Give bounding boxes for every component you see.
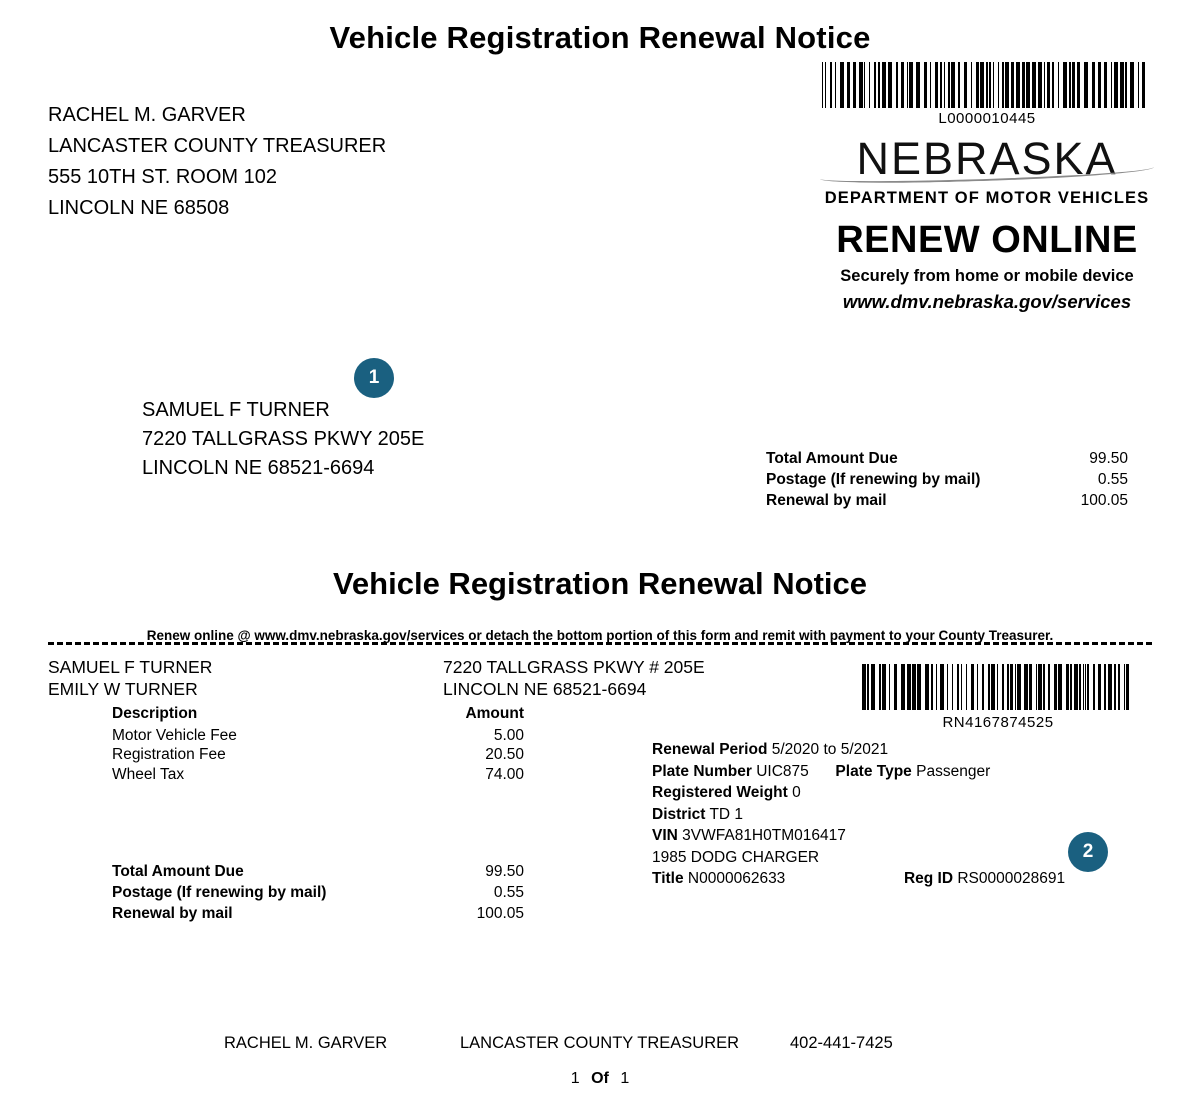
owner-name1-bottom: SAMUEL F TURNER [48, 657, 213, 677]
fees-table [112, 704, 524, 784]
treasurer-office: LANCASTER COUNTY TREASURER [48, 135, 387, 157]
district-value: TD 1 [709, 805, 744, 823]
department-label: DEPARTMENT OF MOTOR VEHICLES [824, 189, 1150, 207]
dmv-url[interactable]: www.dmv.nebraska.gov/services [842, 291, 1132, 312]
total-amount-due-value-bottom: 99.50 [485, 863, 524, 880]
renewal-period-label: Renewal Period [652, 741, 768, 758]
plate-number-label: Plate Number [652, 762, 752, 780]
renewal-by-mail-row-top [766, 490, 1128, 511]
registered-weight-value: 0 [792, 784, 801, 801]
table-row [112, 765, 524, 785]
treasurer-address-block [48, 100, 386, 224]
total-amount-due-row-top [766, 448, 1128, 469]
fee-amount: 20.50 [485, 746, 524, 763]
footer-phone: 402-441-7425 [790, 1034, 893, 1052]
postage-row-bottom [112, 882, 524, 903]
renewal-period-row [652, 740, 990, 761]
barcode-top [822, 62, 1152, 108]
title-value: N0000062633 [687, 870, 786, 887]
district-label: District [652, 805, 706, 823]
page-current: 1 [570, 1070, 580, 1087]
page-number [0, 1070, 1200, 1088]
nebraska-wordmark-text: NEBRASKA [856, 133, 1118, 184]
postage-row-top [766, 469, 1128, 490]
renewal-by-mail-label-bottom: Renewal by mail [112, 905, 233, 922]
table-row [112, 745, 524, 765]
detach-instructions: Renew online @ www.dmv.nebraska.gov/services or detach the bottom portion of this form and remit with payment to your County Treasurer. [146, 628, 1054, 643]
barcode-bottom-number: RN4167874525 [942, 714, 1054, 731]
fee-description: Motor Vehicle Fee [112, 726, 237, 744]
footer-treasurer-name: RACHEL M. GARVER [224, 1034, 388, 1052]
barcode-top-number: L0000010445 [938, 110, 1036, 127]
footer-office: LANCASTER COUNTY TREASURER [460, 1034, 740, 1052]
fee-amount: 74.00 [485, 765, 524, 783]
owner-names-bottom [48, 656, 212, 700]
reg-id-label: Reg ID [903, 870, 954, 887]
treasurer-street: 555 10TH ST. ROOM 102 [48, 166, 277, 188]
owner-city-state-zip-bottom: LINCOLN NE 68521-6694 [443, 679, 647, 699]
total-amount-due-row-bottom [112, 861, 524, 882]
reg-id-value: RS0000028691 [957, 870, 1066, 887]
fees-header-description: Description [112, 705, 198, 722]
totals-block-top [766, 448, 1128, 511]
owner-address-bottom [443, 656, 705, 700]
fees-table-header [112, 704, 524, 724]
plate-type-value: Passenger [916, 762, 991, 780]
postage-label-top: Postage (If renewing by mail) [766, 471, 981, 488]
postage-value-top: 0.55 [1097, 471, 1128, 488]
vehicle-description: 1985 DODG CHARGER [652, 848, 820, 866]
nebraska-wordmark [812, 133, 1162, 185]
page-title: Vehicle Registration Renewal Notice [329, 20, 871, 55]
detach-divider [48, 642, 1152, 645]
owner-city-state-zip-top: LINCOLN NE 68521-6694 [142, 457, 375, 479]
plate-row [652, 762, 990, 783]
postage-label-bottom: Postage (If renewing by mail) [112, 884, 327, 901]
total-amount-due-value-top: 99.50 [1089, 450, 1128, 467]
vin-row [652, 826, 990, 847]
nebraska-branding-block [812, 62, 1162, 313]
fees-header-amount: Amount [465, 705, 524, 722]
totals-block-bottom [112, 861, 524, 924]
annotation-badge-2[interactable]: 2 [1068, 832, 1108, 872]
fee-description: Registration Fee [112, 746, 226, 763]
registered-weight-row [652, 783, 990, 804]
vin-label: VIN [652, 827, 678, 844]
barcode-bottom [862, 664, 1134, 710]
owner-street-top: 7220 TALLGRASS PKWY 205E [142, 428, 425, 450]
postage-value-bottom: 0.55 [493, 884, 524, 901]
owner-name-top: SAMUEL F TURNER [142, 399, 330, 421]
annotation-badge-1[interactable]: 1 [354, 358, 394, 398]
fee-amount: 5.00 [493, 726, 524, 744]
owner-address-block-top [142, 396, 424, 483]
remittance-title: Vehicle Registration Renewal Notice [332, 566, 868, 601]
owner-name2-bottom: EMILY W TURNER [48, 679, 198, 699]
total-amount-due-label-bottom: Total Amount Due [112, 863, 244, 880]
barcode-bottom-block [862, 664, 1134, 731]
vehicle-details-block [652, 740, 990, 869]
district-row [652, 805, 990, 826]
vin-value: 3VWFA81H0TM016417 [682, 827, 846, 844]
treasurer-city-state-zip: LINCOLN NE 68508 [48, 197, 230, 219]
renewal-by-mail-label-top: Renewal by mail [766, 492, 887, 509]
table-row [112, 726, 524, 746]
treasurer-name: RACHEL M. GARVER [48, 104, 246, 126]
securely-note: Securely from home or mobile device [840, 267, 1134, 285]
renewal-by-mail-value-bottom: 100.05 [476, 905, 524, 922]
plate-number-value: UIC875 [756, 762, 809, 780]
total-amount-due-label-top: Total Amount Due [766, 450, 898, 467]
page-total: 1 [620, 1070, 630, 1087]
registered-weight-label: Registered Weight [652, 784, 788, 801]
fee-description: Wheel Tax [112, 765, 185, 783]
renewal-by-mail-row-bottom [112, 903, 524, 924]
renew-online-heading: RENEW ONLINE [836, 219, 1138, 261]
title-regid-row [652, 870, 1065, 888]
renewal-by-mail-value-top: 100.05 [1080, 492, 1128, 509]
owner-street-bottom: 7220 TALLGRASS PKWY # 205E [443, 657, 705, 677]
page-of-label: Of [591, 1070, 609, 1087]
renewal-period-value: 5/2020 to 5/2021 [771, 741, 889, 758]
plate-type-label: Plate Type [835, 762, 912, 780]
title-label: Title [652, 870, 684, 887]
